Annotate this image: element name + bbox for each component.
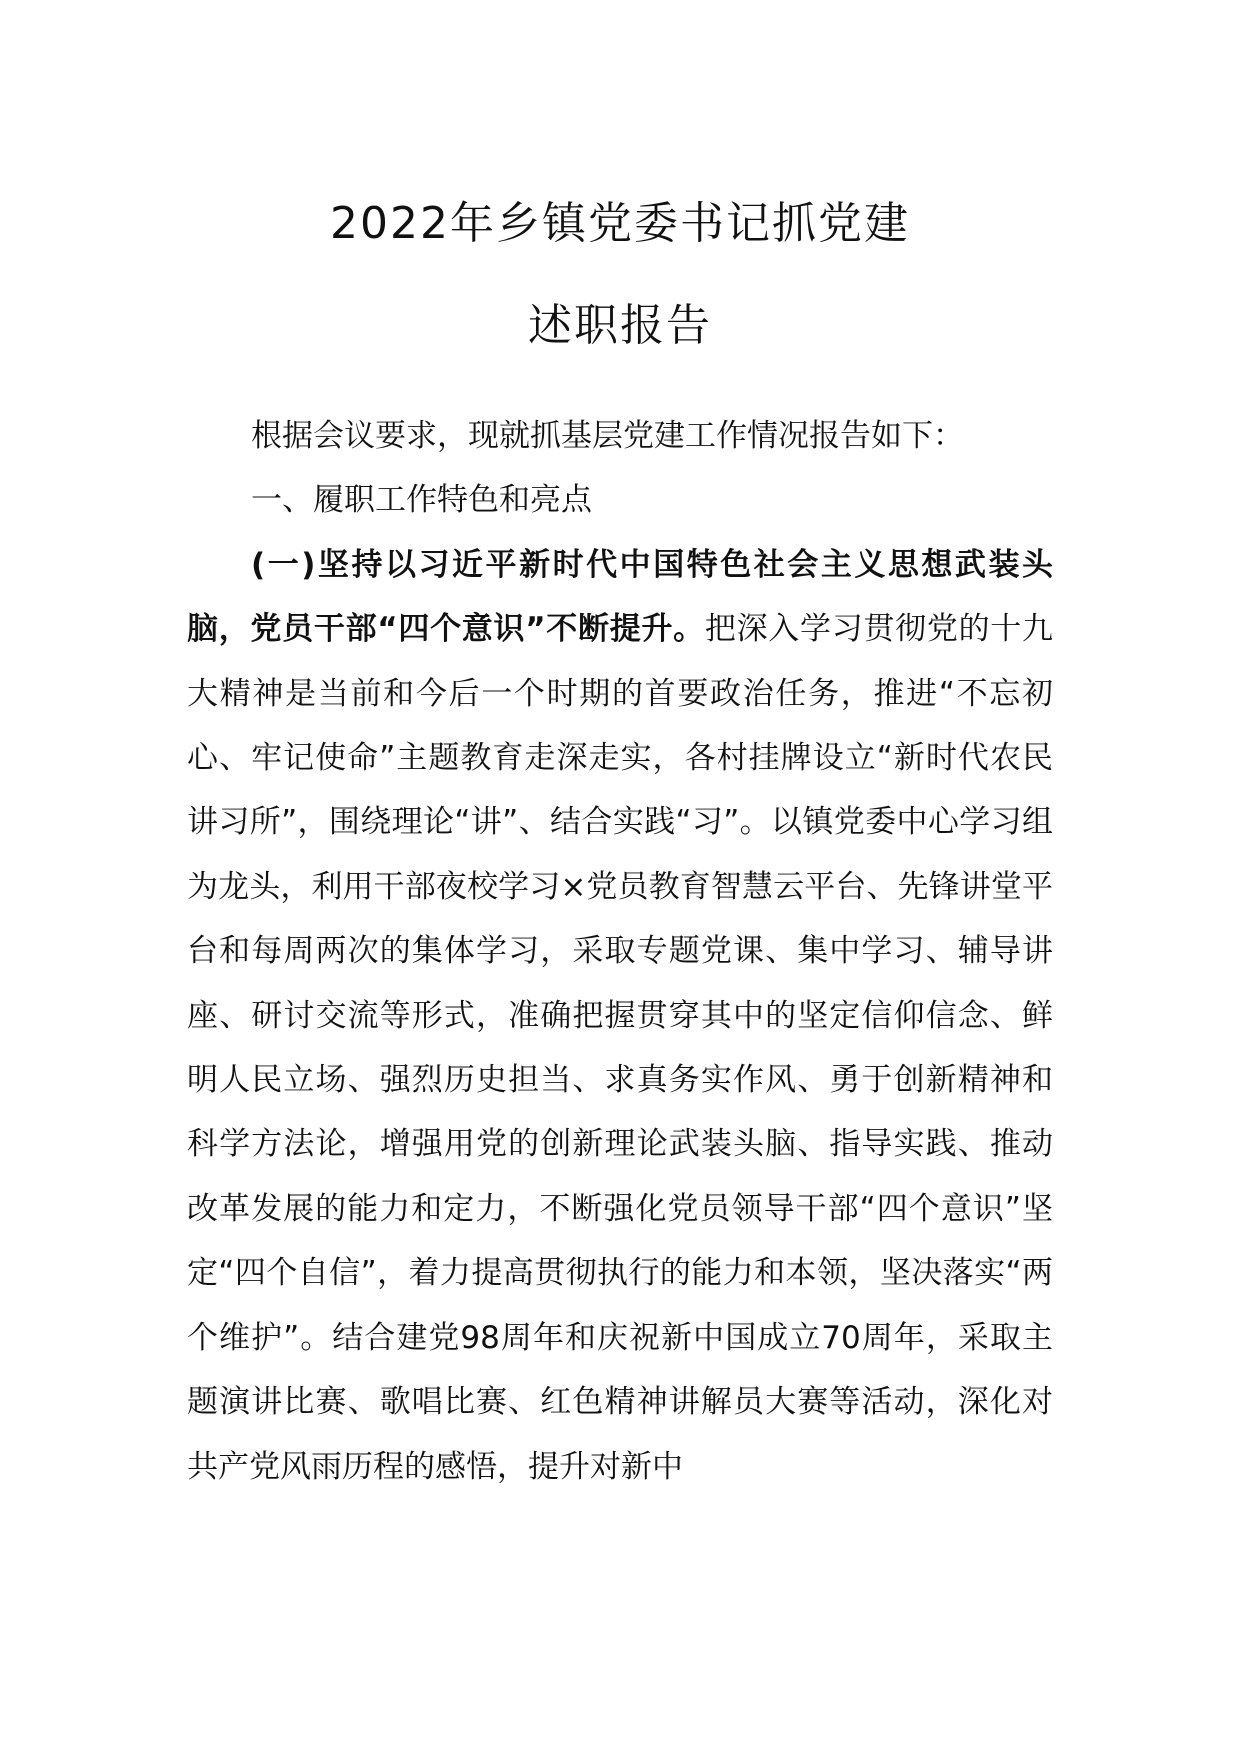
document-title-line-1: 2022年乡镇党委书记抓党建 [330,198,910,249]
document-body [187,404,1053,1499]
subsection-paragraph [187,533,1053,1499]
subsection-body: 把深入学习贯彻党的十九大精神是当前和今后一个时期的首要政治任务，推进“不忘初心、牢记使命”主题教育走深走实，各村挂牌设立“新时代农民讲习所”，围绕理论“讲”、结合实践“习”。以镇党委中心学习组为龙头，利用干部夜校学习×党员教育智慧云平台、先锋讲堂平台和每周两次的集体学习，采取专题党课、集中学习、辅导讲座、研讨交流等形式，准确把握贯穿其中的坚定信仰信念、鲜明人民立场、强烈历史担当、求真务实作风、勇于创新精神和科学方法论，增强用党的创新理论武装头脑、指导实践、推动改革发展的能力和定力，不断强化党员领导干部“四个意识”坚定“四个自信”，着力提高贯彻执行的能力和本领，坚决落实“两个维护”。结合建党98周年和庆祝新中国成立70周年，采取主题演讲比赛、歌唱比赛、红色精神讲解员大赛等活动，深化对共产党风雨历程的感悟，提升对新中 [187,611,1054,1485]
section-heading: 一、履职工作特色和亮点 [251,482,592,519]
subsection-heading: (一)坚持以习近平新时代中国特色社会主义思想武装头脑，党员干部“四个意识”不断提升。 [187,546,1053,648]
intro-paragraph: 根据会议要求，现就抓基层党建工作情况报告如下： [251,418,964,454]
document-title-line-2: 述职报告 [528,300,712,351]
